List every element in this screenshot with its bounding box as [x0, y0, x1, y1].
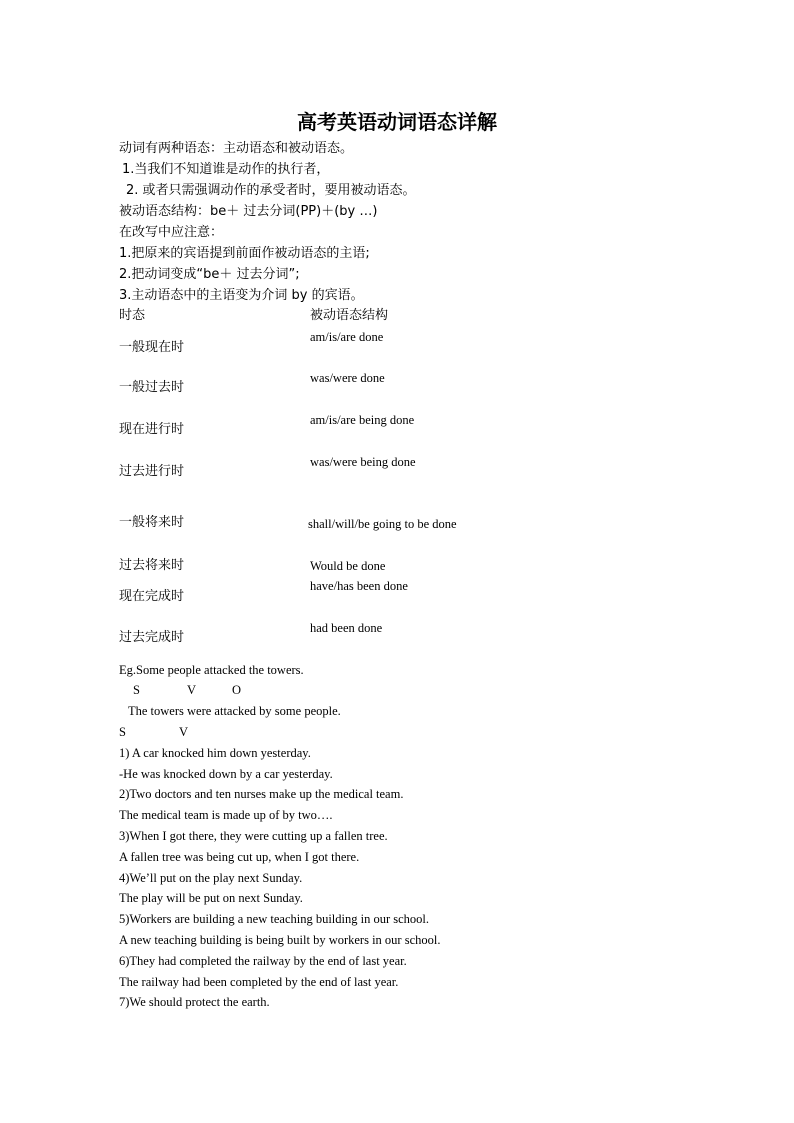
svo-label-s: S: [133, 683, 140, 697]
exercise-line: 1) A car knocked him down yesterday.: [119, 746, 311, 760]
svo-label-o: O: [232, 683, 242, 697]
table-row-structure: am/is/are done: [310, 330, 384, 344]
exercise-line: A new teaching building is being built by workers in our school.: [119, 933, 441, 947]
exercise-line: 6)They had completed the railway by the end of last year.: [119, 954, 407, 968]
table-row-tense: 一般将来时: [119, 515, 185, 530]
table-header-structure: 被动语态结构: [310, 308, 389, 323]
exercise-line: 3)When I got there, they were cutting up a fallen tree.: [119, 829, 388, 843]
table-row-structure: had been done: [310, 621, 383, 635]
passive-sentence: The towers were attacked by some people.: [128, 704, 341, 718]
exercise-line: 2)Two doctors and ten nurses make up the medical team.: [119, 787, 404, 801]
intro-line-5: 在改写中应注意：: [119, 225, 224, 240]
page-title: 高考英语动词语态详解: [297, 110, 497, 134]
intro-line-1: 动词有两种语态：主动语态和被动语态。: [119, 141, 354, 156]
table-row-tense: 过去完成时: [119, 630, 185, 645]
intro-line-4: 被动语态结构：be＋ 过去分词(PP)＋(by …): [119, 204, 378, 219]
table-row-tense: 现在完成时: [119, 589, 185, 604]
exercise-line: The railway had been completed by the end of last year.: [119, 975, 399, 989]
table-row-structure: Would be done: [310, 559, 386, 573]
intro-line-8: 3.主动语态中的主语变为介词 by 的宾语。: [119, 288, 364, 303]
intro-line-7: 2.把动词变成“be＋ 过去分词”;: [119, 267, 300, 282]
intro-line-2: 1.当我们不知道谁是动作的执行者，: [122, 162, 330, 177]
intro-line-6: 1.把原来的宾语提到前面作被动语态的主语;: [119, 246, 370, 261]
sv-label-s: S: [119, 725, 126, 739]
exercise-line: The medical team is made up of by two….: [119, 808, 333, 822]
table-row-structure: was/were done: [310, 371, 385, 385]
svo-label-v: V: [187, 683, 197, 697]
table-row-tense: 一般现在时: [119, 340, 185, 355]
table-row-tense: 现在进行时: [119, 422, 185, 437]
exercise-line: The play will be put on next Sunday.: [119, 891, 303, 905]
exercise-line: 7)We should protect the earth.: [119, 995, 270, 1009]
example-sentence: Eg.Some people attacked the towers.: [119, 663, 304, 677]
table-row-structure: shall/will/be going to be done: [308, 517, 457, 531]
exercise-line: 4)We’ll put on the play next Sunday.: [119, 871, 303, 885]
table-row-tense: 过去将来时: [119, 558, 185, 573]
table-row-tense: 一般过去时: [119, 380, 185, 395]
table-row-tense: 过去进行时: [119, 464, 185, 479]
table-row-structure: have/has been done: [310, 579, 408, 593]
table-header-tense: 时态: [119, 308, 146, 323]
sv-label-v: V: [179, 725, 189, 739]
table-row-structure: am/is/are being done: [310, 413, 415, 427]
table-row-structure: was/were being done: [310, 455, 416, 469]
exercise-line: 5)Workers are building a new teaching building in our school.: [119, 912, 430, 926]
exercise-line: -He was knocked down by a car yesterday.: [119, 767, 333, 781]
exercise-line: A fallen tree was being cut up, when I got there.: [119, 850, 360, 864]
intro-line-3: 2. 或者只需强调动作的承受者时，要用被动语态。: [126, 183, 416, 198]
